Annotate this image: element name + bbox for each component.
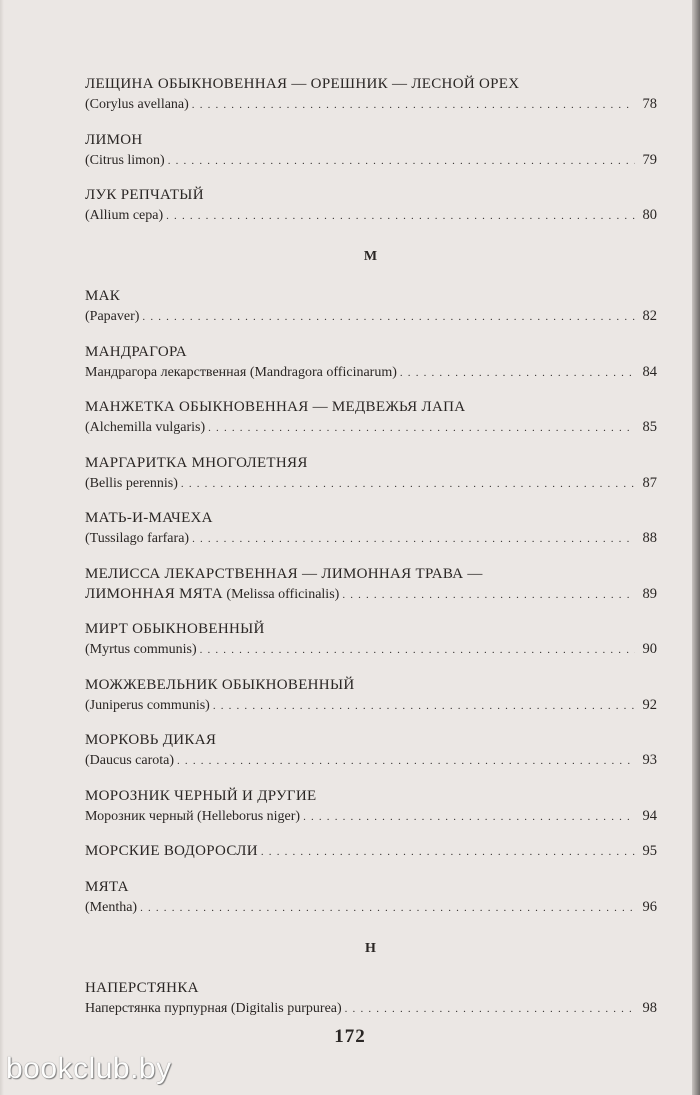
entry-title: ЛЕЩИНА ОБЫКНОВЕННАЯ — ОРЕШНИК — ЛЕСНОЙ ОРЕХ [85, 76, 520, 92]
entry-latin-name: Мандрагора лекарственная (Mandragora officinarum) [85, 364, 397, 380]
entry-title: ЛИМОН [85, 131, 143, 148]
toc-entry-melissa[interactable] [85, 564, 657, 606]
leader-dots [208, 418, 635, 439]
leader-dots [192, 529, 635, 550]
entry-page-number: 92 [642, 696, 657, 713]
toc-entry-moroznik[interactable] [85, 786, 657, 828]
toc-entry-naperstyanka[interactable] [85, 978, 657, 1020]
entry-title: МЕЛИССА ЛЕКАРСТВЕННАЯ — ЛИМОННАЯ ТРАВА — [85, 565, 483, 582]
leader-dots [192, 95, 635, 116]
toc-entry-luk[interactable] [85, 185, 657, 227]
leader-dots [181, 474, 635, 495]
entry-page-number: 79 [642, 151, 657, 168]
entry-page-number: 80 [642, 207, 657, 223]
entry-line [85, 362, 657, 384]
entry-latin-name: (Daucus carota) [85, 753, 175, 768]
toc-entry-margaritka[interactable] [85, 453, 657, 495]
entry-line [85, 806, 657, 828]
leader-dots [342, 585, 635, 606]
entry-page-number: 82 [642, 308, 657, 324]
entry-title: МОРОЗНИК ЧЕРНЫЙ И ДРУГИЕ [85, 787, 317, 804]
entry-latin-name: (Bellis perennis) [85, 475, 178, 491]
entry-title: МИРТ ОБЫКНОВЕННЫЙ [85, 621, 265, 637]
entry-line-text [85, 584, 339, 605]
entry-page-number: 84 [642, 363, 657, 380]
entry-title: МОРКОВЬ ДИКАЯ [85, 732, 217, 748]
entry-latin-name: (Allium cepa) [85, 208, 164, 223]
entry-title: МЯТА [85, 878, 129, 895]
toc-entry-morskie-vodorosli[interactable] [85, 841, 657, 863]
entry-line [85, 205, 657, 227]
entry-latin-name: (Mentha) [85, 899, 138, 915]
entry-page-number: 78 [642, 96, 657, 112]
entry-page-number: 96 [642, 898, 657, 915]
entry-page-number: 95 [642, 843, 657, 859]
toc-entry-myata[interactable] [85, 877, 657, 919]
entry-page-number: 88 [642, 530, 657, 546]
leader-dots [200, 640, 635, 661]
entry-line [85, 528, 657, 550]
entry-page-number: 90 [642, 641, 657, 657]
entry-latin-name: (Alchemilla vulgaris) [85, 420, 206, 435]
entry-title: МАНЖЕТКА ОБЫКНОВЕННАЯ — МЕДВЕЖЬЯ ЛАПА [85, 399, 466, 415]
entry-line [85, 841, 657, 863]
entry-title: ЛУК РЕПЧАТЫЙ [85, 187, 204, 203]
entry-latin-name: Морозник черный (Helleborus niger) [85, 808, 301, 824]
toc-entry-mandragora[interactable] [85, 342, 657, 384]
entry-line [85, 897, 657, 919]
entry-title: МОЖЖЕВЕЛЬНИК ОБЫКНОВЕННЫЙ [85, 676, 355, 693]
entry-page-number: 98 [642, 999, 657, 1016]
leader-dots [140, 898, 635, 919]
entry-page-number: 89 [642, 585, 657, 602]
entry-page-number: 85 [642, 419, 657, 435]
entry-title: МАК [85, 288, 121, 304]
entry-latin-name: Наперстянка пурпурная (Digitalis purpurea) [85, 1000, 342, 1016]
entry-latin-name: (Melissa officinalis) [222, 586, 340, 602]
toc-entry-morkov[interactable] [85, 730, 657, 772]
entry-latin-name: (Papaver) [85, 309, 140, 324]
toc-entry-limon[interactable] [85, 130, 657, 172]
entry-line [85, 417, 657, 439]
leader-dots [345, 999, 635, 1020]
section-letter-m: М [363, 249, 379, 264]
entry-line [85, 150, 657, 172]
entry-line [85, 94, 657, 116]
toc-entry-mirt[interactable] [85, 619, 657, 661]
toc-entry-mak[interactable] [85, 286, 657, 328]
entry-latin-name: (Corylus avellana) [85, 97, 189, 112]
page-right-edge [692, 0, 700, 1095]
toc-entry-manzhetka[interactable] [85, 397, 657, 439]
page-left-shadow [0, 0, 4, 1095]
entry-title: МАТЬ-И-МАЧЕХА [85, 510, 213, 526]
table-of-contents [85, 74, 657, 1033]
entry-line [85, 306, 657, 328]
entry-page-number: 94 [642, 807, 657, 824]
entry-latin-name: (Juniperus communis) [85, 697, 210, 713]
toc-entry-mozhzhevelnik[interactable] [85, 675, 657, 717]
entry-title: МОРСКИЕ ВОДОРОСЛИ [85, 843, 258, 859]
leader-dots [213, 696, 635, 717]
leader-dots [400, 363, 635, 384]
leader-dots [166, 206, 635, 227]
entry-line [85, 695, 657, 717]
leader-dots [142, 307, 635, 328]
entry-latin-name: (Myrtus communis) [85, 642, 197, 657]
entry-latin-name: (Tussilago farfara) [85, 531, 190, 546]
entry-title: НАПЕРСТЯНКА [85, 979, 199, 996]
leader-dots [168, 151, 635, 172]
entry-line [85, 639, 657, 661]
entry-line [85, 750, 657, 772]
toc-entry-mat-i-macheha[interactable] [85, 508, 657, 550]
entry-line [85, 473, 657, 495]
entry-page-number: 93 [642, 752, 657, 768]
watermark: bookclub.by [6, 1052, 172, 1085]
entry-title: МАРГАРИТКА МНОГОЛЕТНЯЯ [85, 454, 308, 471]
section-letter-n: Н [365, 940, 377, 956]
entry-title: МАНДРАГОРА [85, 343, 187, 360]
leader-dots [177, 751, 635, 772]
entry-line [85, 998, 657, 1020]
page-number: 172 [334, 1026, 366, 1047]
toc-entry-lescshina[interactable] [85, 74, 657, 116]
entry-line [85, 584, 657, 606]
entry-latin-name: (Citrus limon) [85, 152, 165, 168]
leader-dots [303, 807, 635, 828]
leader-dots [261, 842, 635, 863]
entry-page-number: 87 [642, 474, 657, 491]
entry-title-continued: ЛИМОННАЯ МЯТА [85, 585, 223, 602]
